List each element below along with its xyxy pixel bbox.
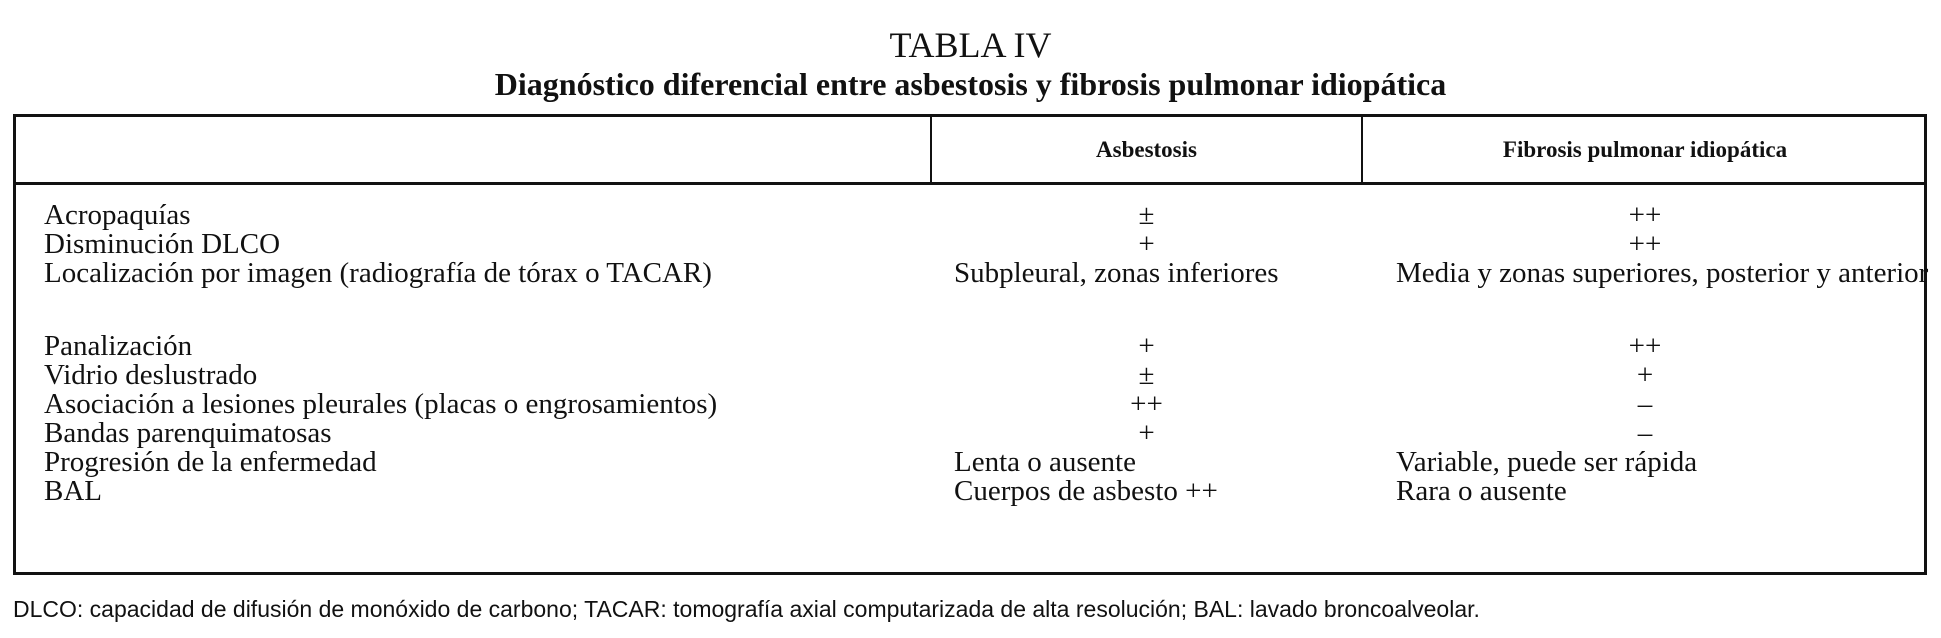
fibrosis-value: – [1637,388,1653,420]
fibrosis-value: ++ [1628,199,1662,231]
fibrosis-value: Rara o ausente [1396,475,1567,507]
asbestosis-value: ++ [1130,388,1163,420]
table-row [16,473,1924,507]
row-label: Panalización [44,330,193,362]
asbestosis-value: Subpleural, zonas inferiores [954,257,1279,289]
row-label: Bandas parenquimatosas [44,417,332,449]
table-row [16,197,1924,231]
row-label: Progresión de la enfermedad [44,446,377,478]
fibrosis-value: + [1636,359,1654,391]
table-row [16,357,1924,391]
fibrosis-value: Media y zonas superiores, posterior y anterior [1396,257,1929,289]
row-label: Asociación a lesiones pleurales (placas o engrosamientos) [44,388,718,420]
row-label: Acropaquías [44,199,191,231]
fibrosis-value: – [1637,417,1653,449]
asbestosis-value: + [1138,417,1155,449]
row-label: Localización por imagen (radiografía de tórax o TACAR) [44,257,712,289]
fibrosis-value: ++ [1628,330,1662,362]
table-row [16,444,1924,478]
row-label: Vidrio deslustrado [44,359,258,391]
table-row [16,415,1924,449]
fibrosis-value: ++ [1628,228,1662,260]
table-row [16,255,1929,328]
table-header-row [16,117,1924,185]
table-row [16,386,1924,420]
asbestosis-value: ± [1138,359,1155,391]
asbestosis-value: Cuerpos de asbesto ++ [954,475,1218,507]
header-fibrosis: Fibrosis pulmonar idiopática [1502,136,1788,162]
table-row [16,226,1924,260]
table-number: TABLA IV [889,25,1052,65]
asbestosis-value: Lenta o ausente [954,446,1136,478]
header-asbestosis: Asbestosis [1096,136,1197,162]
row-label: BAL [44,475,102,507]
asbestosis-value: + [1138,330,1155,362]
row-label: Disminución DLCO [44,228,281,260]
differential-table [13,114,1927,575]
table-row [16,328,1924,362]
asbestosis-value: ± [1138,199,1155,231]
fibrosis-value: Variable, puede ser rápida [1396,446,1698,478]
table-footnote: DLCO: capacidad de difusión de monóxido de carbono; TACAR: tomografía axial computarizada de alta resolución; BAL: lavado broncoalveolar. [13,596,1480,622]
table-title: Diagnóstico diferencial entre asbestosis y fibrosis pulmonar idiopática [494,66,1447,102]
table-body [16,197,1929,507]
asbestosis-value: + [1138,228,1155,260]
